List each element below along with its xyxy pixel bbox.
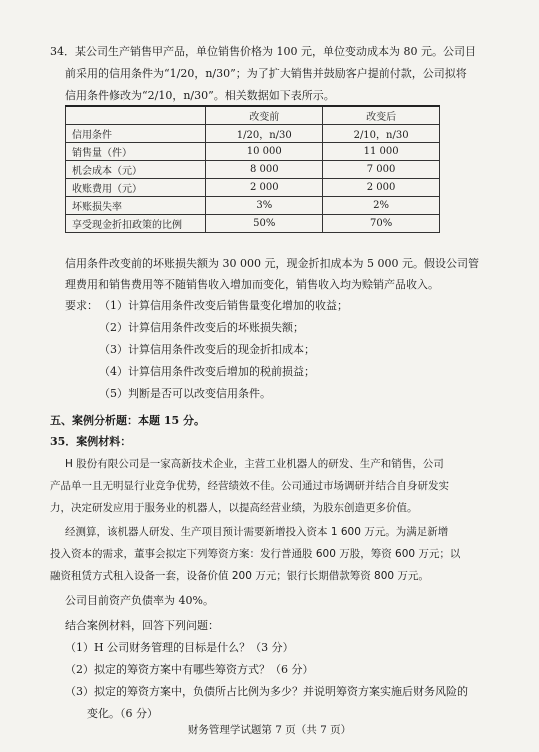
table-header-row bbox=[66, 106, 440, 125]
q35-para2-line: 经测算，该机器人研发、生产项目预计需要新增投入资本 1 600 万元。为满足新增 bbox=[65, 526, 449, 538]
q35-question: （2）拟定的筹资方案中有哪些筹资方式？（6 分） bbox=[65, 663, 314, 676]
table-cell: 2 000 bbox=[323, 179, 440, 197]
q35-para1-line: 力，决定研发应用于服务业的机器人，以提高经营业绩，为股东创造更多价值。 bbox=[50, 502, 418, 514]
requirement-item: （5）判断是否可以改变信用条件。 bbox=[99, 387, 271, 400]
table-row bbox=[66, 197, 440, 215]
table-header-cell bbox=[66, 106, 206, 125]
requirement-item: （2）计算信用条件改变后的坏账损失额； bbox=[99, 321, 304, 334]
table-cell: 7 000 bbox=[323, 161, 440, 179]
table-row bbox=[66, 215, 440, 233]
q34-line-3: 信用条件修改为“2/10，n/30”。相关数据如下表所示。 bbox=[65, 89, 335, 102]
q34-after-line-1: 信用条件改变前的坏账损失额为 30 000 元，现金折扣成本为 5 000 元。假设公司管 bbox=[65, 257, 479, 270]
q35-question-cont: 变化。（6 分） bbox=[87, 707, 158, 720]
credit-terms-table bbox=[65, 105, 440, 233]
table-cell: 8 000 bbox=[206, 161, 323, 179]
table-cell: 享受现金折扣政策的比例 bbox=[66, 215, 206, 233]
table-row bbox=[66, 179, 440, 197]
table-cell: 2/10，n/30 bbox=[323, 125, 440, 143]
q34-line-2: 前采用的信用条件为“1/20，n/30”；为了扩大销售并鼓励客户提前付款，公司拟将 bbox=[65, 67, 467, 80]
requirement-item: （1）计算信用条件改变后销售量变化增加的收益； bbox=[99, 299, 348, 312]
q35-question: （1）H 公司财务管理的目标是什么？（3 分） bbox=[65, 641, 294, 654]
q34-after-line-2: 理费用和销售费用等不随销售收入增加而变化，销售收入均为赊销产品收入。 bbox=[65, 278, 439, 291]
table-header-cell: 改变前 bbox=[206, 106, 323, 125]
section-heading: 五、案例分析题：本题 15 分。 bbox=[50, 414, 205, 427]
table-cell: 2 000 bbox=[206, 179, 323, 197]
table-header-cell: 改变后 bbox=[323, 106, 440, 125]
table-cell: 10 000 bbox=[206, 143, 323, 161]
table-cell: 机会成本（元） bbox=[66, 161, 206, 179]
table-cell: 坏账损失率 bbox=[66, 197, 206, 215]
table-row bbox=[66, 143, 440, 161]
q34-line-1: 34．某公司生产销售甲产品，单位销售价格为 100 元，单位变动成本为 80 元。公司目 bbox=[50, 45, 476, 58]
table-cell: 70% bbox=[323, 215, 440, 233]
page-footer: 财务管理学试题第 7 页（共 7 页） bbox=[187, 724, 352, 736]
q35-prompt: 结合案例材料，回答下列问题： bbox=[65, 619, 219, 632]
requirements-label: 要求： bbox=[65, 299, 98, 312]
table-cell: 1/20，n/30 bbox=[206, 125, 323, 143]
table-cell: 信用条件 bbox=[66, 125, 206, 143]
q35-para1-line: H 股份有限公司是一家高新技术企业，主营工业机器人的研发、生产和销售，公司 bbox=[65, 458, 444, 470]
table-cell: 收账费用（元） bbox=[66, 179, 206, 197]
q35-para3: 公司目前资产负债率为 40%。 bbox=[65, 594, 214, 607]
table-cell: 50% bbox=[206, 215, 323, 233]
table-cell: 3% bbox=[206, 197, 323, 215]
table-cell: 2% bbox=[323, 197, 440, 215]
q35-question: （3）拟定的筹资方案中，负债所占比例为多少？并说明筹资方案实施后财务风险的 bbox=[65, 685, 468, 698]
q35-para1-line: 产品单一且无明显行业竞争优势，经营绩效不佳。公司通过市场调研并结合自身研发实 bbox=[50, 480, 449, 492]
q35-para2-line: 投入资本的需求，董事会拟定下列筹资方案：发行普通股 600 万股，筹资 600 万元；以 bbox=[50, 548, 461, 560]
table-row bbox=[66, 161, 440, 179]
q35-para2-line: 融资租赁方式租入设备一套，设备价值 200 万元；银行长期借款筹资 800 万元。 bbox=[50, 570, 429, 582]
requirement-item: （4）计算信用条件改变后增加的税前损益； bbox=[99, 365, 315, 378]
requirement-item: （3）计算信用条件改变后的现金折扣成本； bbox=[99, 343, 315, 356]
table-row bbox=[66, 125, 440, 143]
table-cell: 销售量（件） bbox=[66, 143, 206, 161]
q35-title: 35．案例材料： bbox=[50, 435, 132, 448]
table-cell: 11 000 bbox=[323, 143, 440, 161]
